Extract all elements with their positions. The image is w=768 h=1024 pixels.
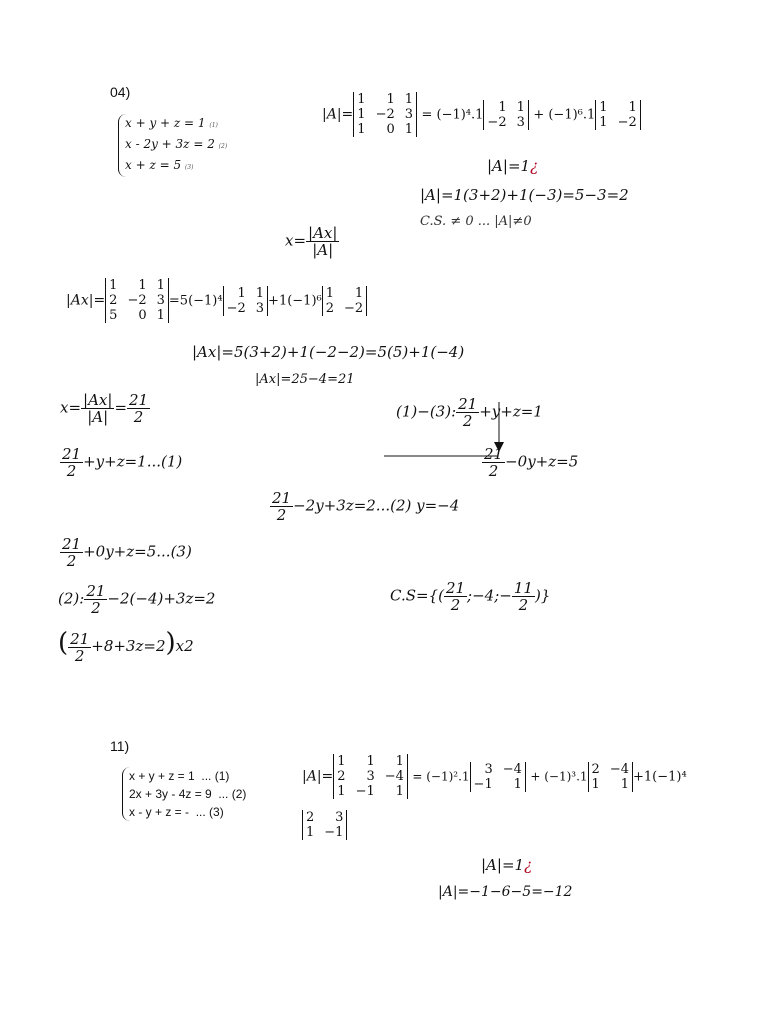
expand-term-2: + (−1)⁶.1 [533,107,596,123]
system-of-equations-11 [122,767,246,821]
equation-2: 2x + 3y - 4z = 9 [129,787,212,801]
det-ax-matrix: 1 1 1 2 −2 3 5 0 1 [105,278,169,323]
minor-3-11-wrap [302,810,347,840]
det-a-expansion-11: |A|= 1 1 1 2 3 −4 1 −1 1 = (−1)².1 3 −4 −1 1 + (−1)³.1 2 −4 1 1 +1(−1)⁴ [302,754,687,799]
system-of-equations-04 [118,114,227,177]
equation-3-note: (3) [184,164,194,171]
det-ax-calculation: |Ax|=5(3+2)+1(−2−2)=5(5)+1(−4) [192,343,465,361]
det-a-value: |A|=1¿ [487,157,539,175]
equation-3-note: ... (3) [195,805,224,819]
cramer-rule-x: x= $\frac{|Ax|}{|A|}$ [285,224,338,259]
multiply-step: ( $\frac{21}{2}$ +8+3z=2)x2 [58,628,194,665]
ax-minor-1: 1 1 −2 3 [223,286,268,316]
minor-2: 1 1 1 −2 [595,100,640,130]
det-a-calculation-11: |A|=−1−6−5=−12 [438,884,573,900]
det-ax-label: |Ax|= [66,292,106,309]
subtraction-result: $\frac{21}{2}$ −0y+z=5 [484,445,579,480]
problem-11-label: 11) [110,738,130,754]
substituted-eq-2: $\frac{21}{2}$ −2y+3z=2...(2) y=−4 [272,489,460,524]
expand-term-1: = (−1)⁴.1 [421,107,484,123]
substituted-eq-3: $\frac{21}{2}$ +0y+z=5...(3) [62,535,192,570]
equation-2-note: ... (2) [218,787,247,801]
minor-1-11: 3 −4 −1 1 [470,762,526,792]
ax-minor-2: 1 1 2 −2 [322,286,367,316]
det-a-calculation: |A|=1(3+2)+1(−3)=5−3=2 [420,186,629,204]
equation-3: x - y + z = - [129,805,190,819]
equation-2-note: (2) [218,143,228,150]
det-a-matrix-11: 1 1 1 2 3 −4 1 −1 1 [333,754,408,799]
substituted-eq-1: $\frac{21}{2}$ +y+z=1...(1) [62,445,183,480]
solution-set: C.S={( $\frac{21}{2}$ ;−4;− $\frac{11}{2}$ )} [390,579,551,614]
subtraction-step: (1)−(3): $\frac{21}{2}$ +y+z=1 [396,395,543,430]
det-a-value-11: |A|=1¿ [481,856,533,874]
minor-2-11: 2 −4 1 1 [588,762,633,792]
equation-1-note: ... (1) [201,769,230,783]
solve-z-step: (2): $\frac{21}{2}$ −2(−4)+3z=2 [58,582,216,617]
clipped-line: C.S. ≠ 0 ... |A|≠0 [420,214,532,229]
equation-1: x + y + z = 1 [129,769,195,783]
problem-04-label: 04) [110,84,131,100]
minor-1: 1 1 −2 3 [483,100,528,130]
det-a-matrix: 1 1 1 1 −2 3 1 0 1 [353,92,417,137]
x-value: x= $\frac{|Ax|}{|A|}$ = $\frac{21}{2}$ [60,391,149,426]
equation-3: x + z = 5 [125,158,182,172]
equation-2: x - 2y + 3z = 2 [125,137,215,151]
det-ax-clipped: |Ax|=25−4=21 [255,372,355,387]
det-a-expansion [322,92,641,137]
equation-1-note: (1) [209,122,218,129]
det-a-label: |A|= [322,106,354,123]
minor-3-11: 2 3 1 −1 [302,810,347,840]
equation-1: x + y + z = 1 [125,116,206,130]
det-ax-expansion: |Ax|= 1 1 1 2 −2 3 5 0 1 =5(−1)⁴ 1 1 −2 3 +1(−1)⁶ 1 1 2 −2 [66,278,367,323]
